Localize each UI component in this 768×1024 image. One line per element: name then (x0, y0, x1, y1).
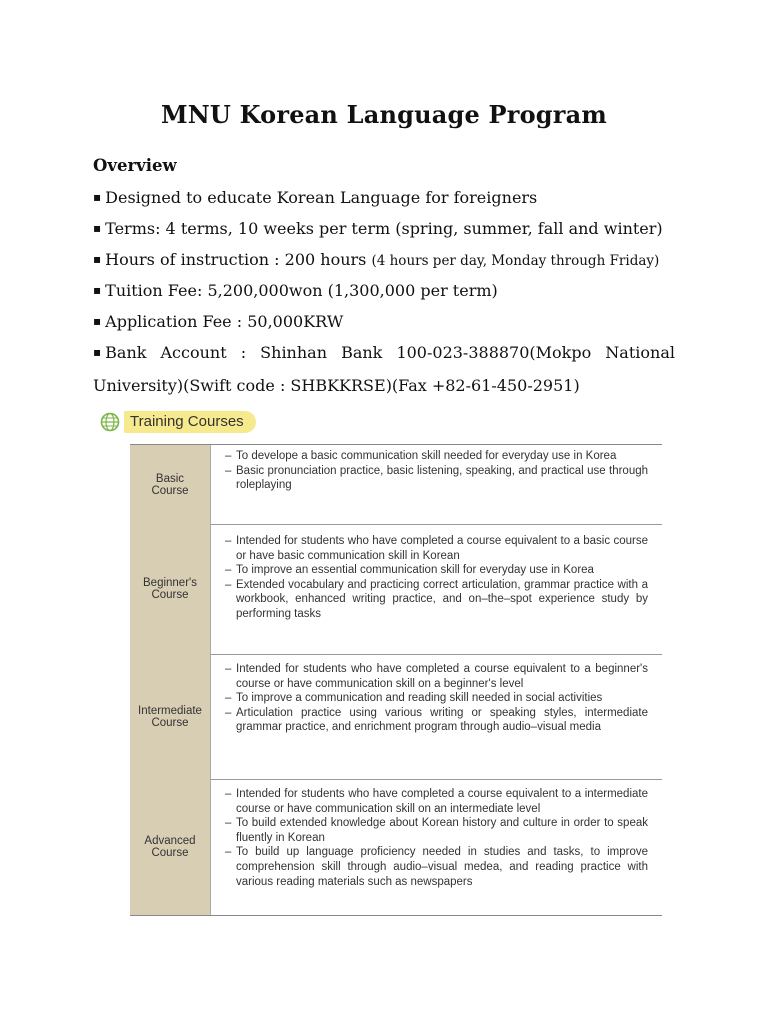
course-row-advanced (130, 779, 662, 915)
bank-word: 100-023-388870(Mokpo (396, 343, 592, 362)
bank-continuation: University)(Swift code : SHBKKRSE)(Fax +82-61-450-2951) (93, 376, 580, 395)
course-name: Basic (155, 472, 185, 485)
bullet-marker: ▪ (93, 345, 102, 359)
course-name: Course (151, 716, 189, 729)
bank-word: Shinhan (260, 343, 328, 362)
course-name: Beginner's (143, 577, 197, 589)
bullet-marker: ▪ (93, 221, 102, 235)
bank-word: Bank (105, 343, 147, 362)
training-courses-label: Training Courses (124, 411, 256, 433)
course-item: – Extended vocabulary and practicing correct articulation, grammar practice with a workbook, enhanced writing practice, and on–the–spot experience study by performing tasks (225, 578, 648, 620)
course-name-cell (130, 445, 211, 524)
bullet-text: Terms: 4 terms, 10 weeks per term (spring, summer, fall and winter) (105, 219, 663, 238)
bullet-designed (93, 188, 537, 207)
course-item: – To build up language proficiency needed in studies and tasks, to improve comprehension skill through audio–visual medea, and reading practice with various reading materials such as newspapers (225, 846, 648, 888)
bullet-tuition (93, 281, 498, 300)
course-item: – Intended for students who have completed a course equivalent to a beginner's course or have communication skill on a beginner's level (225, 663, 648, 690)
course-name-cell (130, 779, 211, 915)
course-row-beginner (130, 524, 662, 655)
course-item: – To improve a communication and reading skill needed in social activities (225, 692, 603, 705)
bullet-marker: ▪ (93, 283, 102, 297)
bank-word: National (605, 343, 675, 362)
course-row-basic (130, 445, 662, 525)
course-row-intermediate (130, 654, 662, 780)
course-item: – To develope a basic communication skill needed for everyday use in Korea (225, 450, 617, 462)
bank-word: : (240, 343, 247, 362)
course-description (211, 445, 662, 524)
bullet-marker: ▪ (93, 252, 102, 266)
course-item: – Basic pronunciation practice, basic listening, speaking, and practical use through roleplaying (225, 464, 648, 492)
course-name: Course (151, 589, 189, 601)
course-description (211, 524, 662, 654)
course-name-cell (130, 524, 211, 654)
course-description (211, 779, 662, 915)
bullet-hours (93, 250, 659, 269)
overview-heading: Overview (93, 156, 177, 175)
course-name: Course (151, 847, 189, 859)
course-item: – To build extended knowledge about Korean history and culture in order to speak fluently in Korean (225, 817, 648, 844)
course-item: – Intended for students who have completed a course equivalent to a intermediate course or have communication skill on an intermediate level (225, 788, 648, 815)
bullet-text: Hours of instruction : 200 hours (105, 250, 367, 269)
bullet-marker: ▪ (93, 190, 102, 204)
bullet-note: (4 hours per day, Monday through Friday) (371, 253, 660, 269)
bullet-application-fee (93, 312, 343, 331)
course-name: Course (151, 484, 189, 497)
bullet-text: Application Fee : 50,000KRW (105, 312, 344, 331)
course-item: – To improve an essential communication skill for everyday use in Korea (225, 564, 594, 577)
bullet-text: Designed to educate Korean Language for foreigners (105, 188, 538, 207)
bank-word: Account (160, 343, 227, 362)
globe-icon (100, 412, 120, 432)
course-table (130, 444, 662, 916)
course-name: Intermediate (138, 704, 202, 717)
course-name: Advanced (144, 835, 196, 847)
course-item: – Intended for students who have completed a course equivalent to a basic course or have basic communication skill in Korean (225, 535, 648, 562)
training-courses-header (100, 408, 256, 436)
bank-first-line (93, 337, 675, 370)
course-name-cell (130, 654, 211, 779)
bank-word: Bank (341, 343, 383, 362)
bullet-marker: ▪ (93, 314, 102, 328)
course-item: – Articulation practice using various writing or speaking styles, intermediate grammar practice, and enrichment program through audio–visual media (225, 706, 648, 734)
bullet-bank-account (93, 337, 675, 401)
course-description (211, 654, 662, 779)
bullet-text: Tuition Fee: 5,200,000won (1,300,000 per term) (105, 281, 498, 300)
page-title: MNU Korean Language Program (161, 100, 607, 129)
bullet-terms (93, 219, 663, 238)
